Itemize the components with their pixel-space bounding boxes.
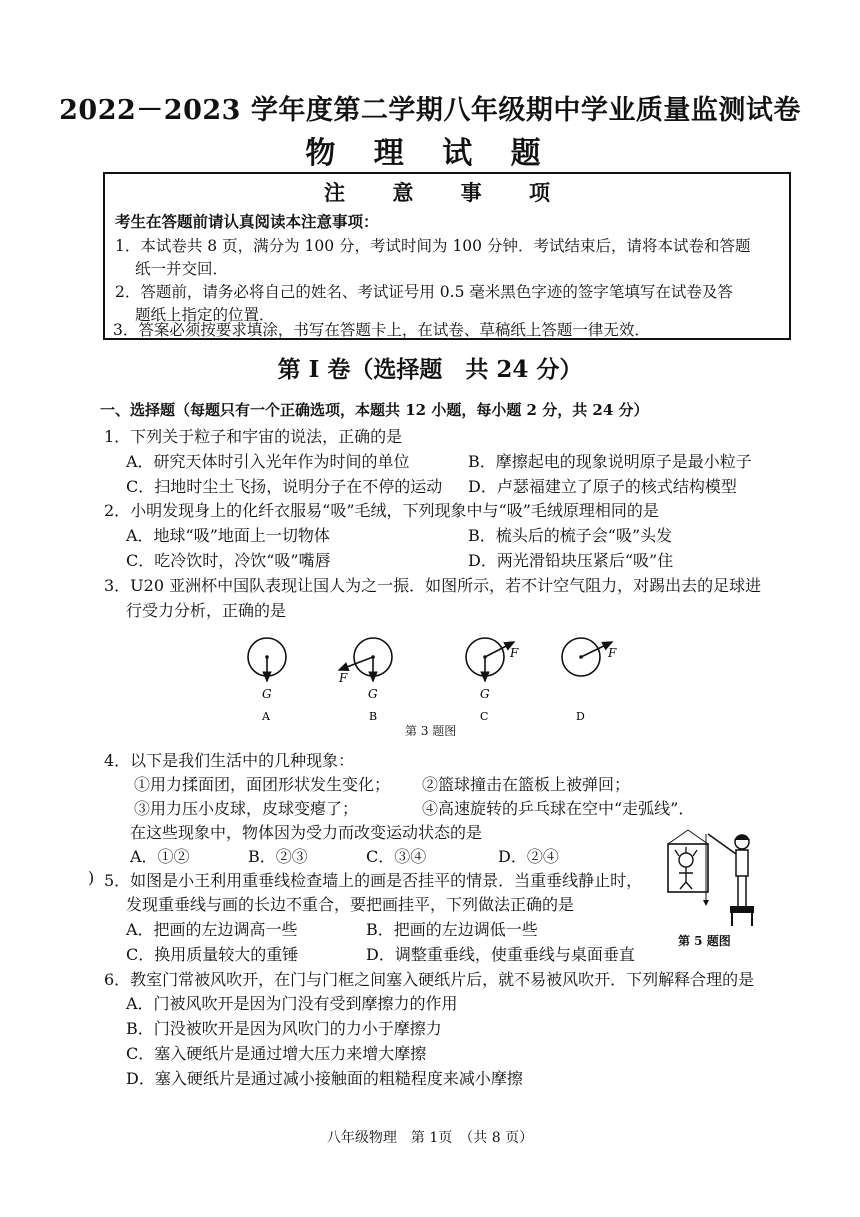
q4-question: 在这些现象中，物体因为受力而改变运动状态的是 bbox=[130, 823, 483, 842]
q3-option-d: D bbox=[576, 710, 585, 723]
page-footer: 八年级物理 第 1页 （共 8 页） bbox=[326, 1130, 534, 1146]
exam-title: 2022－2023 学年度第二学期八年级期中学业质量监测试卷 bbox=[59, 95, 801, 126]
q5-caption: 第 5 题图 bbox=[678, 934, 731, 948]
notice-line-2-cont: 题纸上指定的位置． bbox=[135, 306, 275, 324]
q5-picture-illustration bbox=[662, 826, 782, 931]
q3-option-a: A bbox=[262, 710, 270, 723]
subject-title: 物 理 试 题 bbox=[305, 136, 555, 171]
q4-phenomenon-1: ①用力揉面团，面团形状发生变化； bbox=[134, 775, 391, 794]
q4-option-a: A．①② bbox=[130, 847, 190, 866]
q1-option-c: C．扫地时尘土飞扬，说明分子在不停的运动 bbox=[126, 477, 443, 496]
q3-label-f-c: F bbox=[510, 646, 519, 660]
q6-option-a: A．门被风吹开是因为门没有受到摩擦力的作用 bbox=[126, 994, 458, 1013]
notice-title: 注 意 事 项 bbox=[324, 180, 570, 205]
q3-stem-line1: 3．U20 亚洲杯中国队表现让国人为之一振．如图所示，若不计空气阻力，对踢出去的足球进 bbox=[104, 576, 762, 595]
q4-option-b: B．②③ bbox=[248, 847, 308, 866]
notice-line-1: 1．本试卷共 8 页，满分为 100 分，考试时间为 100 分钟．考试结束后，请将本试卷和答题 bbox=[115, 237, 751, 255]
q1-option-d: D．卢瑟福建立了原子的核式结构模型 bbox=[468, 477, 737, 496]
notice-line-2: 2．答题前，请务必将自己的姓名、考试证号用 0.5 毫米黑色字迹的签字笔填写在试卷及答 bbox=[115, 283, 733, 301]
q4-phenomenon-2: ②篮球撞击在篮板上被弹回； bbox=[422, 775, 631, 794]
notice-intro: 考生在答题前请认真阅读本注意事项： bbox=[115, 212, 379, 231]
q2-stem: 2．小明发现身上的化纤衣服易“吸”毛绒，下列现象中与“吸”毛绒原理相同的是 bbox=[104, 501, 659, 520]
q3-option-b: B bbox=[369, 710, 378, 723]
q3-label-g-b: G bbox=[368, 687, 378, 701]
q5-stem-line1: 5．如图是小王利用重垂线检查墙上的画是否挂平的情景．当重垂线静止时， bbox=[104, 871, 643, 890]
notice-line-3: 3．答案必须按要求填涂，书写在答题卡上，在试卷、草稿纸上答题一律无效． bbox=[113, 321, 650, 339]
q3-stem-line2: 行受力分析，正确的是 bbox=[126, 601, 287, 620]
q3-label-f-d: F bbox=[608, 646, 617, 660]
q2-option-c: C．吃冷饮时，冷饮“吸”嘴唇 bbox=[126, 551, 331, 570]
q5-option-b: B．把画的左边调低一些 bbox=[366, 920, 538, 939]
notice-box bbox=[103, 172, 791, 340]
q5-option-a: A．把画的左边调高一些 bbox=[126, 920, 298, 939]
q5-stem-line2: 发现重垂线与画的长边不重合，要把画挂平，下列做法正确的是 bbox=[126, 895, 575, 914]
section-heading: 第 I 卷（选择题 共 24 分） bbox=[277, 356, 583, 383]
q4-phenomenon-4: ④高速旋转的乒乓球在空中“走弧线”． bbox=[422, 799, 695, 818]
notice-line-1-cont: 纸一并交回． bbox=[135, 260, 229, 278]
section-instruction: 一、选择题（每题只有一个正确选项，本题共 12 小题，每小题 2 分，共 24 分） bbox=[100, 401, 649, 419]
q6-stem: 6．教室门常被风吹开，在门与门框之间塞入硬纸片后，就不易被风吹开．下列解释合理的是 bbox=[104, 970, 755, 989]
q3-caption: 第 3 题图 bbox=[405, 724, 457, 738]
q1-option-a: A．研究天体时引入光年作为时间的单位 bbox=[126, 452, 410, 471]
q5-option-c: C．换用质量较大的重锤 bbox=[126, 945, 299, 964]
q4-stem: 4．以下是我们生活中的几种现象： bbox=[104, 751, 355, 770]
q3-diagram-d bbox=[562, 638, 612, 676]
q5-option-d: D．调整重垂线，使重垂线与桌面垂直 bbox=[366, 945, 635, 964]
q3-option-c: C bbox=[480, 710, 489, 723]
q1-option-b: B．摩擦起电的现象说明原子是最小粒子 bbox=[468, 452, 752, 471]
q3-diagram-c bbox=[466, 638, 514, 681]
q6-option-d: D．塞入硬纸片是通过减小接触面的粗糙程度来减小摩擦 bbox=[126, 1069, 523, 1088]
q4-option-d: D．②④ bbox=[498, 847, 559, 866]
q2-option-b: B．梳头后的梳子会“吸”头发 bbox=[468, 526, 673, 545]
q6-option-b: B．门没被吹开是因为风吹门的力小于摩擦力 bbox=[126, 1019, 442, 1038]
q3-label-g-a: G bbox=[262, 687, 272, 701]
q3-diagram-a bbox=[248, 638, 286, 681]
q6-option-c: C．塞入硬纸片是通过增大压力来增大摩擦 bbox=[126, 1044, 427, 1063]
q3-label-g-c: G bbox=[480, 687, 490, 701]
q3-label-f-b: F bbox=[339, 671, 348, 685]
q2-option-a: A．地球“吸”地面上一切物体 bbox=[126, 526, 330, 545]
q4-option-c: C．③④ bbox=[366, 847, 427, 866]
q2-option-d: D．两光滑铅块压紧后“吸”住 bbox=[468, 551, 674, 570]
q5-margin-mark: ) bbox=[88, 868, 95, 887]
q4-phenomenon-3: ③用力压小皮球，皮球变瘪了； bbox=[134, 799, 359, 818]
q1-stem: 1．下列关于粒子和宇宙的说法，正确的是 bbox=[104, 427, 403, 446]
